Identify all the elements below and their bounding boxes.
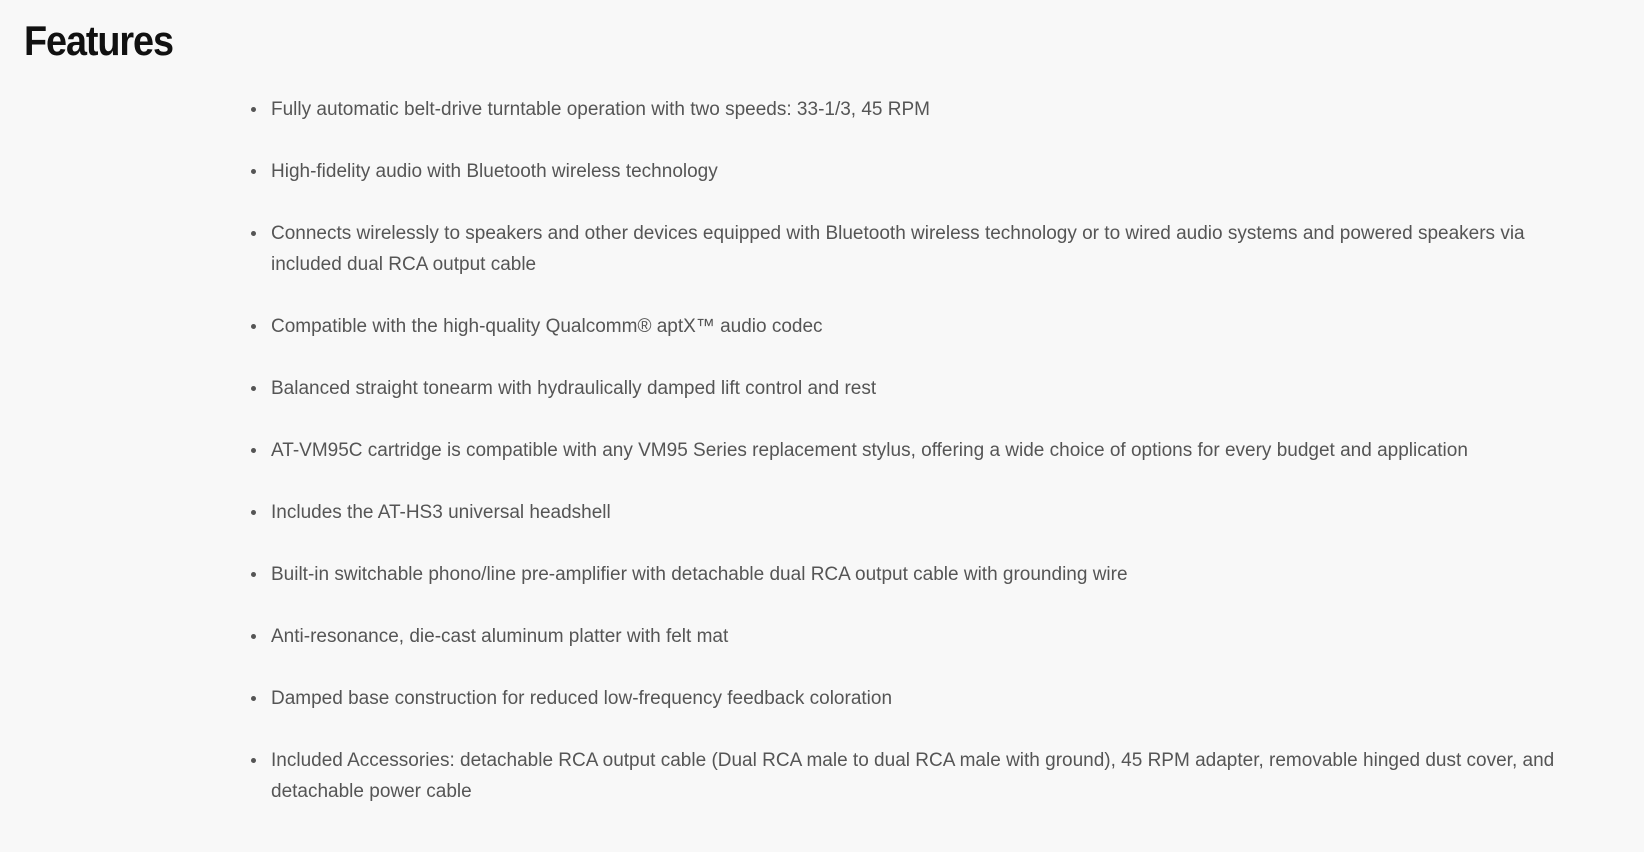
bullet-icon (251, 386, 256, 391)
feature-text: Built-in switchable phono/line pre-amplifier with detachable dual RCA output cable with grounding wire (271, 564, 1128, 585)
feature-text: High-fidelity audio with Bluetooth wireless technology (271, 161, 718, 182)
feature-item-aptx-codec (232, 311, 1592, 342)
feature-text: Balanced straight tonearm with hydraulically damped lift control and rest (271, 378, 877, 399)
bullet-icon (251, 231, 256, 236)
feature-item-damped-base (232, 683, 1592, 714)
bullet-icon (251, 169, 256, 174)
feature-text: Anti-resonance, die-cast aluminum platter with felt mat (271, 626, 729, 647)
feature-text: Included Accessories: detachable RCA output cable (Dual RCA male to dual RCA male with ground), 45 RPM adapter, removable hinged dust cover, and detachable power cable (271, 750, 1555, 802)
bullet-icon (251, 634, 256, 639)
features-heading: Features (24, 17, 173, 64)
feature-item-connectivity (232, 218, 1592, 280)
features-list (232, 94, 1592, 807)
bullet-icon (251, 324, 256, 329)
feature-item-headshell (232, 497, 1592, 528)
feature-text: Damped base construction for reduced low-frequency feedback coloration (271, 688, 893, 709)
feature-item-platter (232, 621, 1592, 652)
bullet-icon (251, 510, 256, 515)
feature-item-speeds (232, 94, 1592, 125)
feature-text: Connects wirelessly to speakers and other devices equipped with Bluetooth wireless technology or to wired audio systems and powered speakers via included dual RCA output cable (271, 223, 1525, 275)
feature-item-accessories (232, 745, 1592, 807)
feature-text: Includes the AT-HS3 universal headshell (271, 502, 611, 523)
bullet-icon (251, 572, 256, 577)
feature-item-tonearm (232, 373, 1592, 404)
feature-text: AT-VM95C cartridge is compatible with any VM95 Series replacement stylus, offering a wide choice of options for every budget and application (271, 440, 1468, 461)
bullet-icon (251, 448, 256, 453)
feature-item-preamplifier (232, 559, 1592, 590)
feature-item-cartridge (232, 435, 1592, 466)
bullet-icon (251, 696, 256, 701)
bullet-icon (251, 758, 256, 763)
bullet-icon (251, 107, 256, 112)
feature-text: Fully automatic belt-drive turntable operation with two speeds: 33-1/3, 45 RPM (271, 99, 930, 120)
feature-text: Compatible with the high-quality Qualcomm® aptX™ audio codec (271, 316, 823, 337)
feature-item-bluetooth-audio (232, 156, 1592, 187)
